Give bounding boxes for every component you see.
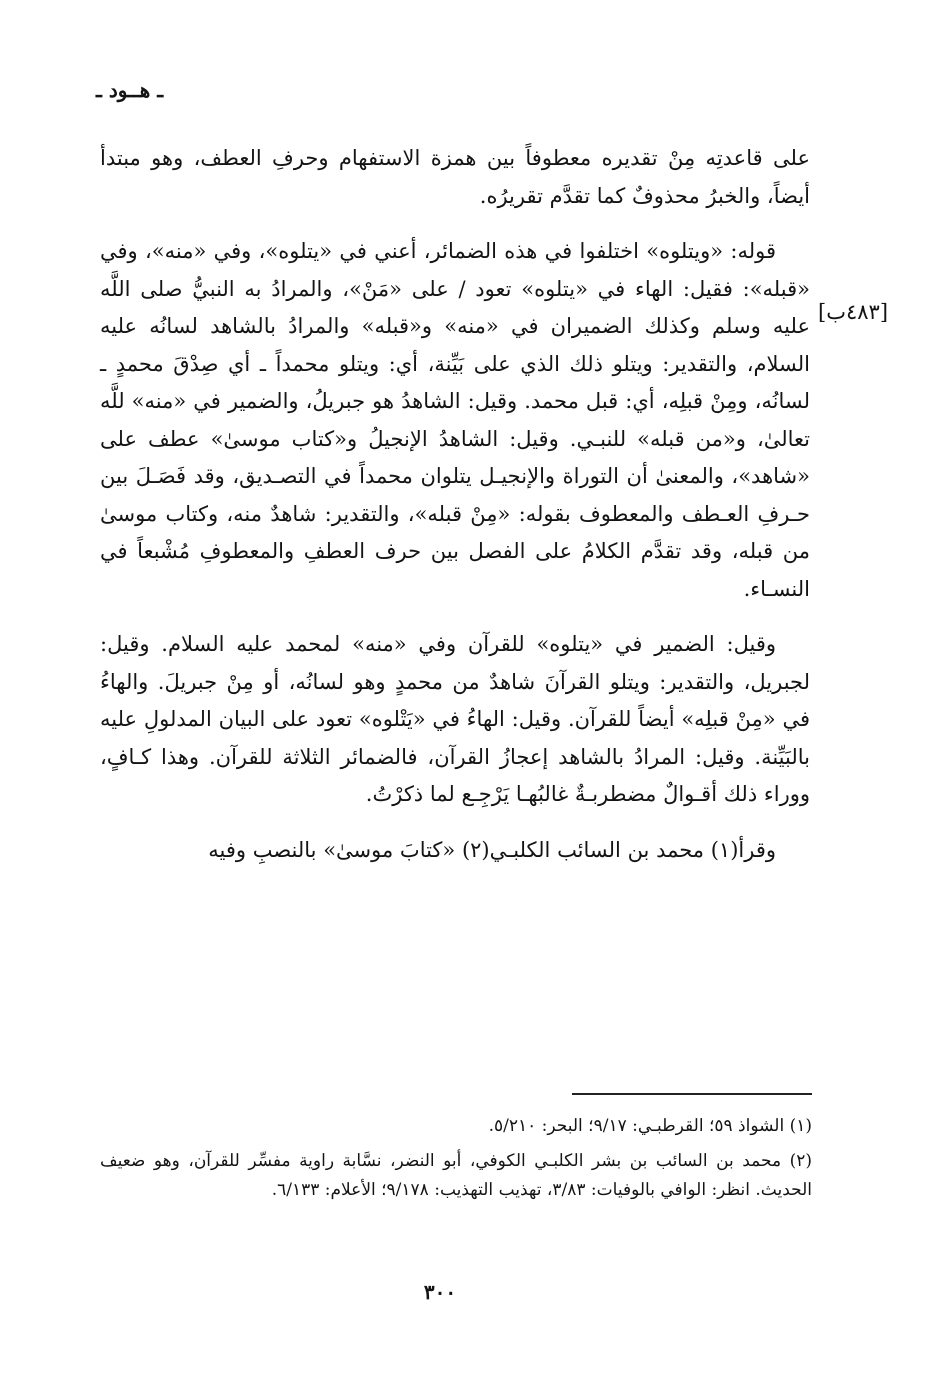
footnote-divider [572,1093,812,1095]
footnote: (٢) محمد بن السائب بن بشر الكلبـي الكوفي، أبو النضر، نسَّابة راوية مفسِّر للقرآن، وهو ضعيف الحديث. انظر: الوافي بالوفيات: ٣/٨٣، تهذيب التهذيب: ٩/١٧٨؛ الأعلام: ٦/١٣٣. [100,1151,812,1200]
main-text [100,140,810,887]
running-head: ـ هــود ـ [96,78,164,102]
paragraph: وقرأ(١) محمد بن السائب الكلبـي(٢) «كتابَ موسىٰ» بالنصبِ وفيه [208,837,776,862]
paragraph: وقيل: الضمير في «يتلوه» للقرآن وفي «منه» لمحمد عليه السلام. وقيل: لجبريل، والتقدير: ويتلو القرآنَ شاهدٌ من محمدٍ وهو لسانُه، أو مِنْ جبريلَ. والهاءُ في «مِنْ قبلِه» أيضاً للقرآن. وقيل: الهاءُ في «يَتْلوه» تعود على البيان المدلولِ عليه بالبَيِّنة. وقيل: المرادُ بالشاهد إعجازُ القرآن، فالضمائر الثلاثة للقرآن. وهذا كـافٍ، ووراء ذلك أقـوالٌ مضطربـةٌ غالبُهـا يَرْجِـع لما ذكرْتُ. [100,632,810,806]
footnote: (١) الشواذ ٥٩؛ القرطبـي: ٩/١٧؛ البحر: ٥/٢١٠. [488,1116,812,1136]
margin-folio-note: [٤٨٣ب] [818,300,889,324]
footnotes [100,1112,812,1211]
paragraph: قوله: «ويتلوه» اختلفوا في هذه الضمائر، أعني في «يتلوه»، وفي «منه»، وفي «قبله»: فقيل: الهاء في «يتلوه» تعود / على «مَنْ»، والمرادُ به النبيُّ صلى اللَّه عليه وسلم وكذلك الضميران في «منه» و«قبله» والمرادُ بالشاهد لسانُه عليه السلام، والتقدير: ويتلو ذلك الذي على بَيِّنة، أي: ويتلو محمداً ـ أي صِدْقَ محمدٍ ـ لسانُه، ومِنْ قبلِه، أي: قبل محمد. وقيل: الشاهدُ هو جبريلُ، والضمير في «منه» للَّه تعالىٰ، و«من قبله» للنبـي. وقيل: الشاهدُ الإنجيلُ و«كتاب موسىٰ» عطف على «شاهد»، والمعنىٰ أن التوراة والإنجيـل يتلوان محمداً في التصـديق، وقد فَصَـلَ بين حـرفِ العـطف والمعطوف بقوله: «مِنْ قبله»، والتقدير: شاهدٌ منه، وكتاب موسىٰ من قبله، وقد تقدَّم الكلامُ على الفصل بين حرف العطفِ والمعطوفِ مُشْبعاً في النسـاء. [100,239,810,601]
page-number: ٣٠٠ [423,1280,457,1304]
paragraph: على قاعدتِه مِنْ تقديره معطوفاً بين همزة الاستفهام وحرفِ العطف، وهو مبتدأ أيضاً، والخبرُ محذوفٌ كما تقدَّم تقريرُه. [100,146,810,208]
